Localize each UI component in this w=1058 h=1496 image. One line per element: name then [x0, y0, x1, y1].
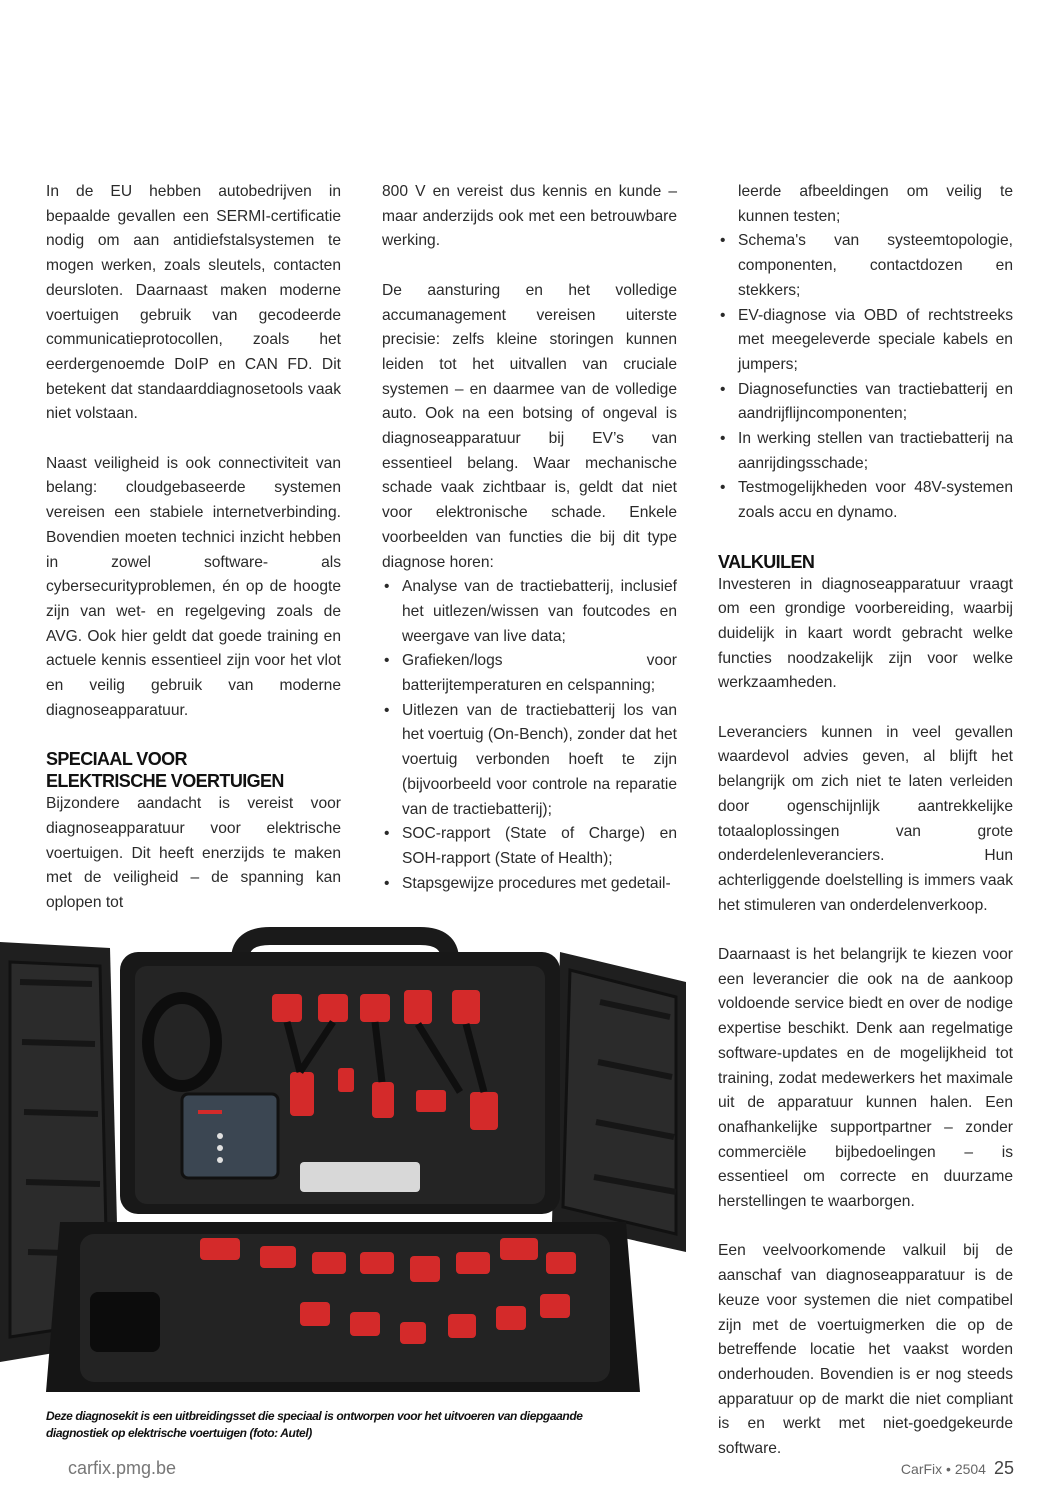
list-item: leerde afbeeldingen om veilig te kunnen testen; [738, 183, 1013, 225]
page-number: 25 [993, 1458, 1014, 1478]
diagnostic-kit-case-illustration [0, 922, 686, 1400]
section-heading: VALKUILEN [718, 551, 815, 572]
section-heading [46, 748, 341, 792]
paragraph: 800 V en vereist dus kennis en kunde – maar anderzijds ook met een betrouwbare werking. [382, 183, 677, 250]
column-3 [718, 180, 1013, 1486]
bullet-list [718, 180, 1013, 526]
issue-label: CarFix • 2504 [900, 1461, 986, 1477]
paragraph: Investeren in diagnoseapparatuur vraagt om een grondige voorbereiding, waarbij duidelijk in kaart wordt gebracht welke functies noodzakelijk zijn voor welke werkzaamheden. [718, 575, 1013, 692]
list-item: • Grafieken/logs voor batterijtemperaturen en celspanning; [382, 649, 677, 698]
diagnostic-kit-case-photo [0, 922, 686, 1400]
footer-website: carfix.pmg.be [68, 1458, 177, 1478]
list-item: • EV-diagnose via OBD of rechtstreeks met meegeleverde speciale kabels en jumpers; [718, 304, 1013, 378]
footer-issue [901, 1458, 1014, 1479]
list-item: • Diagnosefuncties van tractiebatterij en aandrijflijncomponenten; [718, 378, 1013, 427]
list-item: • In werking stellen van tractiebatterij na aanrijdingsschade; [718, 427, 1013, 476]
paragraph: In de EU hebben autobedrijven in bepaalde gevallen een SERMI-certificatie nodig om aan antidiefstalsystemen te mogen werken, zoals sleutels, contacten deursloten. Daarnaast maken moderne voertuigen gebruik van gecodeerde communicatieprotocollen, zoals het eerdergenoemde DoIP en CAN FD. Dit betekent dat standaarddiagnosetools vaak niet volstaan. [46, 183, 341, 423]
list-item: • Schema's van systeemtopologie, componenten, contactdozen en stekkers; [718, 229, 1013, 303]
heading-line: ELEKTRISCHE VOERTUIGEN [46, 771, 284, 792]
paragraph: Een veelvoorkomende valkuil bij de aanschaf van diagnoseapparatuur is de keuze voor systemen die niet compatibel zijn met de voertuigmerken die op de betreffende locatie het vaakst worden onderhouden. Bovendien is er nog steeds apparatuur op de markt die niet compliant is en werkt met niet-goedgekeurde software. [718, 1242, 1013, 1458]
paragraph: Daarnaast is het belangrijk te kiezen voor een leverancier die ook na de aankoop voldoende service biedt en over de nodige expertise beschikt. Denk aan regelmatige software-updates en de mogelijkheid tot training, zodat medewerkers het maximale uit de apparatuur kunnen halen. Een onafhankelijke supportpartner – zonder commerciële bijbedoelingen – is essentieel om correcte en duurzame herstellingen te waarborgen. [718, 946, 1013, 1211]
list-item: • Analyse van de tractiebatterij, inclusief het uitlezen/wissen van foutcodes en weergave van live data; [382, 575, 677, 649]
paragraph: Leveranciers kunnen in veel gevallen waardevol advies geven, al blijft het belangrijk om zich niet te laten verleiden door ogenschijnlijk aantrekkelijke totaaloplossingen van grote onderdelenleveranciers. Hun achterliggende doelstelling is immers vaak het stimuleren van onderdelenverkoop. [718, 723, 1013, 914]
list-item: • Uitlezen van de tractiebatterij los van het voertuig (On-Bench), zonder dat het voertuig verbonden hoeft te zijn (bijvoorbeeld voor controle na reparatie van de tractiebatterij); [382, 699, 677, 823]
heading-line: SPECIAAL VOOR [46, 749, 187, 770]
list-item: • Stapsgewijze procedures met gedetail- [382, 872, 677, 897]
photo-caption: Deze diagnosekit is een uitbreidingsset die speciaal is ontworpen voor het uitvoeren van diepgaande diagnostiek op elektrische voertuigen (foto: Autel) [46, 1409, 583, 1440]
paragraph: De aansturing en het volledige accumanagement vereisen uiterste precisie: zelfs kleine storingen kunnen leiden tot het uitvallen van cruciale systemen – en daarmee van de volledige auto. Ook na een botsing of ongeval is diagnoseapparatuur bij EV’s van essentieel belang. Waar mechanische schade vaak zichtbaar is, geldt dat niet voor elektronische schade. Enkele voorbeelden van functies die bij dit type diagnose horen: [382, 281, 677, 571]
list-item: • Testmogelijkheden voor 48V-systemen zoals accu en dynamo. [718, 476, 1013, 525]
list-item: • SOC-rapport (State of Charge) en SOH-rapport (State of Health); [382, 822, 677, 871]
column-2 [382, 180, 677, 896]
paragraph: Bijzondere aandacht is vereist voor diagnoseapparatuur voor elektrische voertuigen. Dit heeft enerzijds te maken met de veiligheid – de spanning kan oplopen tot [46, 795, 341, 911]
bullet-list [382, 575, 677, 896]
paragraph: Naast veiligheid is ook connectiviteit van belang: cloudgebaseerde systemen vereisen een stabiele internetverbinding. Bovendien moeten technici inzicht hebben in zowel software- als cybersecurityproblemen, én op de hoogte zijn van wet- en regelgeving zoals de AVG. Ook hier geldt dat goede training en actuele kennis essentieel zijn voor het vlot en veilig gebruik van moderne diagnoseapparatuur. [46, 454, 341, 719]
column-1 [46, 180, 341, 940]
